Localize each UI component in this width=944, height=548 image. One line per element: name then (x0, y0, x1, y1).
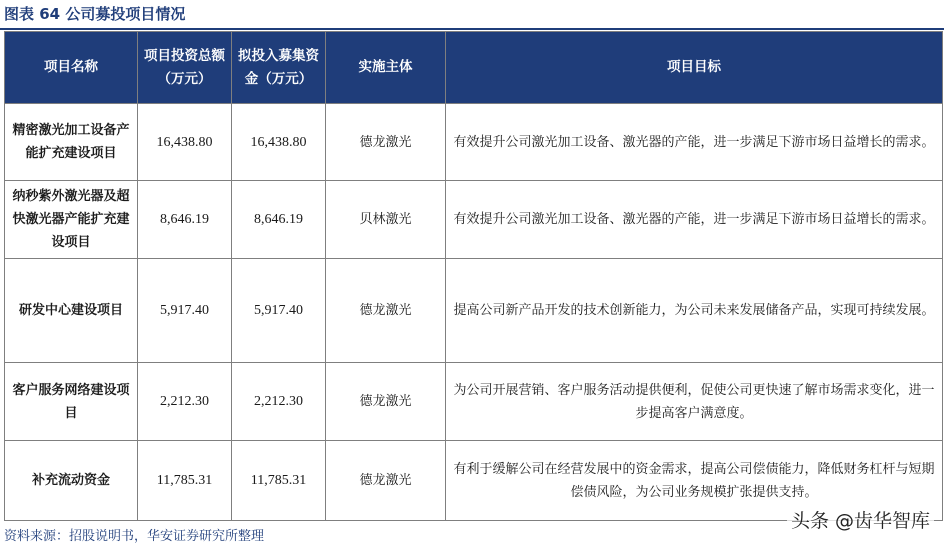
cell-entity: 德龙激光 (326, 104, 446, 181)
cell-project-name: 精密激光加工设备产能扩充建设项目 (5, 104, 138, 181)
cell-goal: 有效提升公司激光加工设备、激光器的产能，进一步满足下游市场日益增长的需求。 (446, 104, 943, 181)
figure-title-bar (0, 0, 944, 30)
cell-raised-funds: 11,785.31 (232, 441, 326, 521)
header-entity: 实施主体 (326, 32, 446, 104)
cell-entity: 德龙激光 (326, 363, 446, 441)
cell-project-name: 补充流动资金 (5, 441, 138, 521)
cell-goal: 有利于缓解公司在经营发展中的资金需求，提高公司偿债能力，降低财务杠杆与短期偿债风险，为公司业务规模扩张提供支持。 (446, 441, 943, 521)
cell-entity: 贝林激光 (326, 181, 446, 259)
source-note: 资料来源：招股说明书，华安证券研究所整理 (4, 529, 265, 544)
cell-entity: 德龙激光 (326, 259, 446, 363)
cell-entity: 德龙激光 (326, 441, 446, 521)
cell-total-investment: 8,646.19 (138, 181, 232, 259)
cell-project-name: 研发中心建设项目 (5, 259, 138, 363)
cell-raised-funds: 2,212.30 (232, 363, 326, 441)
cell-total-investment: 11,785.31 (138, 441, 232, 521)
cell-raised-funds: 8,646.19 (232, 181, 326, 259)
figure-title: 图表 64 公司募投项目情况 (4, 5, 186, 23)
table-row (5, 363, 943, 441)
cell-project-name: 纳秒紫外激光器及超快激光器产能扩充建设项目 (5, 181, 138, 259)
table-header-row (5, 32, 943, 104)
cell-project-name: 客户服务网络建设项目 (5, 363, 138, 441)
table-row (5, 259, 943, 363)
cell-goal: 为公司开展营销、客户服务活动提供便利，促使公司更快速了解市场需求变化，进一步提高客户满意度。 (446, 363, 943, 441)
watermark: 头条 @齿华智库 (787, 506, 934, 533)
cell-goal: 提高公司新产品开发的技术创新能力，为公司未来发展储备产品，实现可持续发展。 (446, 259, 943, 363)
cell-total-investment: 5,917.40 (138, 259, 232, 363)
table-row (5, 181, 943, 259)
cell-total-investment: 16,438.80 (138, 104, 232, 181)
cell-goal: 有效提升公司激光加工设备、激光器的产能，进一步满足下游市场日益增长的需求。 (446, 181, 943, 259)
fundraising-projects-table (4, 31, 943, 521)
cell-raised-funds: 5,917.40 (232, 259, 326, 363)
header-total-investment: 项目投资总额（万元） (138, 32, 232, 104)
table-row (5, 104, 943, 181)
header-raised-funds: 拟投入募集资金（万元） (232, 32, 326, 104)
cell-total-investment: 2,212.30 (138, 363, 232, 441)
header-project-name: 项目名称 (5, 32, 138, 104)
header-goal: 项目目标 (446, 32, 943, 104)
cell-raised-funds: 16,438.80 (232, 104, 326, 181)
